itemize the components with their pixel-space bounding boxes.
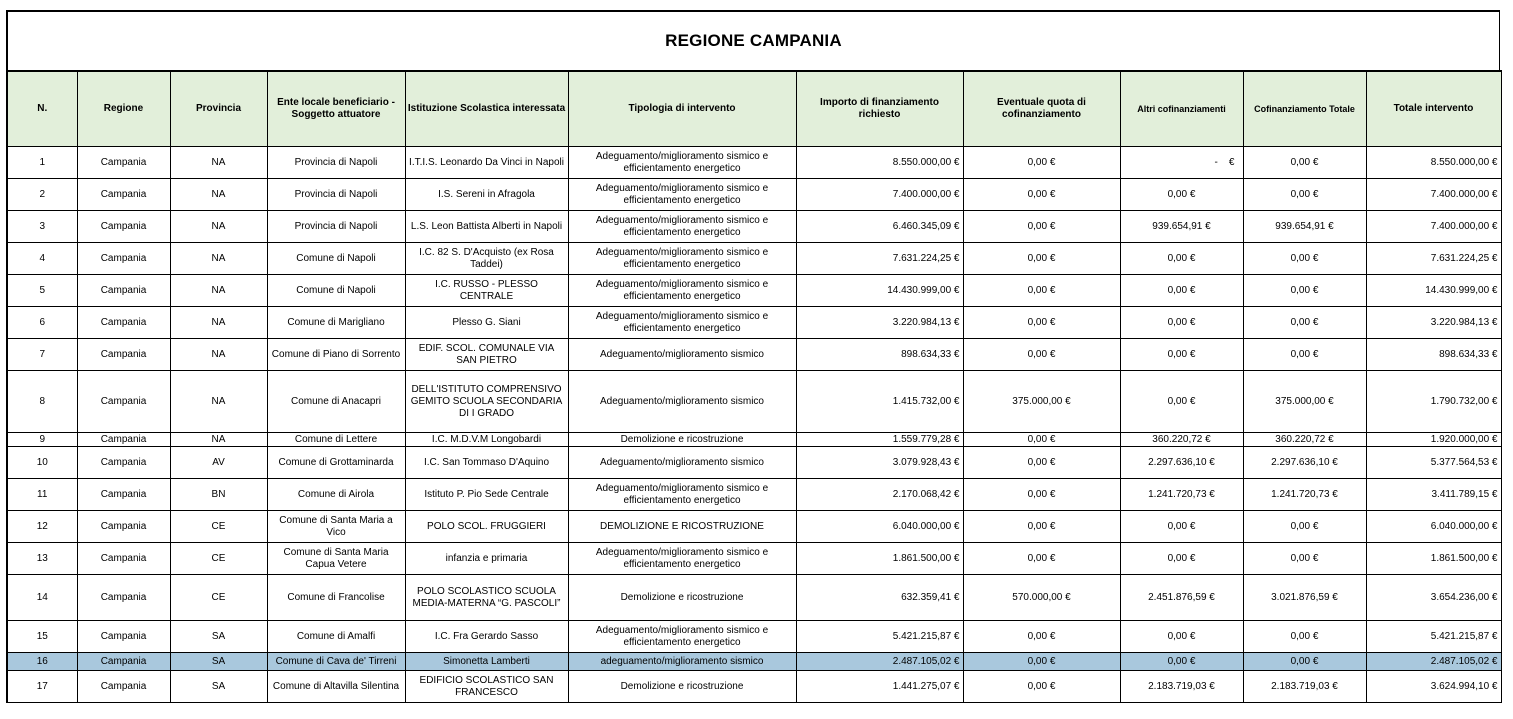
cell-regione: Campania [77,575,170,621]
col-header-regione: Regione [77,71,170,147]
cell-tipologia: Demolizione e ricostruzione [568,433,796,447]
cell-n: 5 [7,275,77,307]
cell-importo: 8.550.000,00 € [796,147,963,179]
cell-cofin-totale: 0,00 € [1243,511,1366,543]
cell-totale: 1.861.500,00 € [1366,543,1501,575]
cell-provincia: NA [170,147,267,179]
cell-n: 17 [7,671,77,703]
cell-totale: 7.400.000,00 € [1366,179,1501,211]
cell-totale: 3.411.789,15 € [1366,479,1501,511]
cell-ente: Comune di Napoli [267,243,405,275]
cell-totale: 7.400.000,00 € [1366,211,1501,243]
cell-istituzione: I.T.I.S. Leonardo Da Vinci in Napoli [405,147,568,179]
cell-quota: 0,00 € [963,671,1120,703]
cell-importo: 5.421.215,87 € [796,621,963,653]
cell-cofin-totale: 1.241.720,73 € [1243,479,1366,511]
cell-quota: 570.000,00 € [963,575,1120,621]
cell-n: 6 [7,307,77,339]
cell-ente: Comune di Marigliano [267,307,405,339]
cell-regione: Campania [77,671,170,703]
cell-regione: Campania [77,339,170,371]
cell-regione: Campania [77,275,170,307]
cell-provincia: NA [170,243,267,275]
table-body [7,147,1501,703]
cell-n: 4 [7,243,77,275]
cell-regione: Campania [77,511,170,543]
cell-n: 13 [7,543,77,575]
cell-altri: 0,00 € [1120,621,1243,653]
cell-importo: 6.460.345,09 € [796,211,963,243]
title-box [6,10,1500,70]
cell-ente: Comune di Lettere [267,433,405,447]
cell-quota: 0,00 € [963,307,1120,339]
cell-importo: 1.441.275,07 € [796,671,963,703]
cell-ente: Comune di Amalfi [267,621,405,653]
table-row [7,447,1501,479]
header-row [7,71,1501,147]
cell-istituzione: POLO SCOLASTICO SCUOLA MEDIA-MATERNA “G. PASCOLI” [405,575,568,621]
cell-tipologia: Adeguamento/miglioramento sismico e efficientamento energetico [568,243,796,275]
cell-regione: Campania [77,543,170,575]
table-row [7,671,1501,703]
cell-altri: 0,00 € [1120,339,1243,371]
cell-importo: 898.634,33 € [796,339,963,371]
cell-ente: Comune di Francolise [267,575,405,621]
table-row [7,543,1501,575]
cell-n: 16 [7,653,77,671]
cell-quota: 0,00 € [963,543,1120,575]
cell-quota: 0,00 € [963,511,1120,543]
col-header-cofin-totale: Cofinanziamento Totale [1243,71,1366,147]
cell-istituzione: Istituto P. Pio Sede Centrale [405,479,568,511]
cell-tipologia: Adeguamento/miglioramento sismico e efficientamento energetico [568,211,796,243]
cell-istituzione: Simonetta Lamberti [405,653,568,671]
cell-quota: 0,00 € [963,243,1120,275]
cell-n: 10 [7,447,77,479]
table-row [7,621,1501,653]
col-header-altri: Altri cofinanziamenti [1120,71,1243,147]
cell-provincia: NA [170,433,267,447]
page-title: REGIONE CAMPANIA [665,31,842,50]
cell-ente: Comune di Airola [267,479,405,511]
cell-n: 1 [7,147,77,179]
cell-regione: Campania [77,307,170,339]
cell-provincia: CE [170,575,267,621]
cell-provincia: AV [170,447,267,479]
cell-tipologia: Demolizione e ricostruzione [568,671,796,703]
cell-quota: 0,00 € [963,211,1120,243]
col-header-tipologia: Tipologia di intervento [568,71,796,147]
table-row [7,243,1501,275]
cell-importo: 2.487.105,02 € [796,653,963,671]
cell-cofin-totale: 0,00 € [1243,147,1366,179]
cell-ente: Provincia di Napoli [267,147,405,179]
col-header-n: N. [7,71,77,147]
table-row [7,307,1501,339]
table-row [7,179,1501,211]
cell-n: 2 [7,179,77,211]
cell-importo: 632.359,41 € [796,575,963,621]
cell-ente: Comune di Santa Maria Capua Vetere [267,543,405,575]
cell-n: 11 [7,479,77,511]
cell-cofin-totale: 2.183.719,03 € [1243,671,1366,703]
cell-quota: 0,00 € [963,179,1120,211]
cell-istituzione: I.C. RUSSO - PLESSO CENTRALE [405,275,568,307]
cell-cofin-totale: 0,00 € [1243,307,1366,339]
cell-quota: 0,00 € [963,433,1120,447]
cell-provincia: NA [170,275,267,307]
cell-totale: 3.624.994,10 € [1366,671,1501,703]
cell-quota: 0,00 € [963,339,1120,371]
cell-totale: 14.430.999,00 € [1366,275,1501,307]
cell-importo: 1.861.500,00 € [796,543,963,575]
table-row [7,653,1501,671]
col-header-provincia: Provincia [170,71,267,147]
cell-regione: Campania [77,211,170,243]
cell-altri: 2.451.876,59 € [1120,575,1243,621]
cell-cofin-totale: 939.654,91 € [1243,211,1366,243]
cell-n: 9 [7,433,77,447]
col-header-ente: Ente locale beneficiario - Soggetto attuatore [267,71,405,147]
cell-totale: 5.377.564,53 € [1366,447,1501,479]
cell-regione: Campania [77,147,170,179]
cell-importo: 3.220.984,13 € [796,307,963,339]
cell-provincia: NA [170,339,267,371]
cell-altri: 1.241.720,73 € [1120,479,1243,511]
cell-ente: Comune di Altavilla Silentina [267,671,405,703]
cell-provincia: NA [170,211,267,243]
cell-regione: Campania [77,179,170,211]
col-header-totale: Totale intervento [1366,71,1501,147]
cell-istituzione: EDIFICIO SCOLASTICO SAN FRANCESCO [405,671,568,703]
table-row [7,147,1501,179]
cell-cofin-totale: 0,00 € [1243,653,1366,671]
cell-istituzione: I.C. Fra Gerardo Sasso [405,621,568,653]
cell-totale: 3.220.984,13 € [1366,307,1501,339]
col-header-quota: Eventuale quota di cofinanziamento [963,71,1120,147]
table-row [7,371,1501,433]
cell-tipologia: Adeguamento/miglioramento sismico [568,371,796,433]
cell-istituzione: POLO SCOL. FRUGGIERI [405,511,568,543]
cell-regione: Campania [77,447,170,479]
col-header-istituzione: Istituzione Scolastica interessata [405,71,568,147]
cell-totale: 2.487.105,02 € [1366,653,1501,671]
cell-cofin-totale: 0,00 € [1243,275,1366,307]
spreadsheet [6,10,1500,703]
cell-tipologia: Adeguamento/miglioramento sismico e efficientamento energetico [568,621,796,653]
cell-importo: 14.430.999,00 € [796,275,963,307]
cell-cofin-totale: 360.220,72 € [1243,433,1366,447]
cell-quota: 0,00 € [963,447,1120,479]
cell-quota: 375.000,00 € [963,371,1120,433]
cell-totale: 1.790.732,00 € [1366,371,1501,433]
cell-ente: Provincia di Napoli [267,211,405,243]
cell-tipologia: Adeguamento/miglioramento sismico e efficientamento energetico [568,275,796,307]
cell-tipologia: Adeguamento/miglioramento sismico [568,447,796,479]
funding-table [6,70,1502,703]
table-row [7,211,1501,243]
cell-altri: 939.654,91 € [1120,211,1243,243]
cell-n: 15 [7,621,77,653]
cell-n: 14 [7,575,77,621]
cell-regione: Campania [77,433,170,447]
cell-n: 8 [7,371,77,433]
cell-regione: Campania [77,653,170,671]
cell-importo: 6.040.000,00 € [796,511,963,543]
cell-quota: 0,00 € [963,275,1120,307]
cell-ente: Comune di Anacapri [267,371,405,433]
cell-importo: 7.400.000,00 € [796,179,963,211]
cell-istituzione: L.S. Leon Battista Alberti in Napoli [405,211,568,243]
cell-provincia: NA [170,179,267,211]
cell-importo: 2.170.068,42 € [796,479,963,511]
cell-istituzione: I.C. 82 S. D'Acquisto (ex Rosa Taddei) [405,243,568,275]
cell-cofin-totale: 0,00 € [1243,543,1366,575]
cell-istituzione: infanzia e primaria [405,543,568,575]
cell-totale: 1.920.000,00 € [1366,433,1501,447]
cell-totale: 7.631.224,25 € [1366,243,1501,275]
table-row [7,511,1501,543]
cell-quota: 0,00 € [963,621,1120,653]
cell-importo: 1.415.732,00 € [796,371,963,433]
cell-cofin-totale: 375.000,00 € [1243,371,1366,433]
cell-importo: 3.079.928,43 € [796,447,963,479]
cell-altri: 2.183.719,03 € [1120,671,1243,703]
cell-istituzione: I.S. Sereni in Afragola [405,179,568,211]
cell-altri: 0,00 € [1120,179,1243,211]
cell-regione: Campania [77,621,170,653]
cell-totale: 3.654.236,00 € [1366,575,1501,621]
cell-cofin-totale: 0,00 € [1243,621,1366,653]
cell-provincia: BN [170,479,267,511]
cell-altri: 0,00 € [1120,511,1243,543]
cell-cofin-totale: 0,00 € [1243,179,1366,211]
cell-istituzione: I.C. San Tommaso D'Aquino [405,447,568,479]
cell-cofin-totale: 3.021.876,59 € [1243,575,1366,621]
cell-tipologia: Adeguamento/miglioramento sismico e efficientamento energetico [568,147,796,179]
cell-tipologia: Adeguamento/miglioramento sismico [568,339,796,371]
cell-provincia: SA [170,671,267,703]
cell-regione: Campania [77,479,170,511]
cell-tipologia: DEMOLIZIONE E RICOSTRUZIONE [568,511,796,543]
cell-importo: 7.631.224,25 € [796,243,963,275]
table-row [7,575,1501,621]
cell-n: 3 [7,211,77,243]
cell-provincia: SA [170,653,267,671]
cell-altri: - € [1120,147,1243,179]
cell-istituzione: Plesso G. Siani [405,307,568,339]
cell-totale: 5.421.215,87 € [1366,621,1501,653]
cell-tipologia: Adeguamento/miglioramento sismico e efficientamento energetico [568,543,796,575]
cell-altri: 0,00 € [1120,653,1243,671]
cell-altri: 0,00 € [1120,543,1243,575]
cell-tipologia: Demolizione e ricostruzione [568,575,796,621]
cell-totale: 898.634,33 € [1366,339,1501,371]
cell-importo: 1.559.779,28 € [796,433,963,447]
cell-ente: Comune di Napoli [267,275,405,307]
cell-provincia: NA [170,307,267,339]
cell-istituzione: I.C. M.D.V.M Longobardi [405,433,568,447]
cell-cofin-totale: 0,00 € [1243,339,1366,371]
cell-ente: Comune di Piano di Sorrento [267,339,405,371]
cell-istituzione: DELL'ISTITUTO COMPRENSIVO GEMITO SCUOLA SECONDARIA DI I GRADO [405,371,568,433]
cell-ente: Comune di Cava de' Tirreni [267,653,405,671]
cell-istituzione: EDIF. SCOL. COMUNALE VIA SAN PIETRO [405,339,568,371]
cell-tipologia: Adeguamento/miglioramento sismico e efficientamento energetico [568,479,796,511]
col-header-importo: Importo di finanziamento richiesto [796,71,963,147]
cell-cofin-totale: 0,00 € [1243,243,1366,275]
cell-totale: 6.040.000,00 € [1366,511,1501,543]
cell-tipologia: Adeguamento/miglioramento sismico e efficientamento energetico [568,179,796,211]
cell-tipologia: adeguamento/miglioramento sismico [568,653,796,671]
cell-altri: 0,00 € [1120,243,1243,275]
cell-totale: 8.550.000,00 € [1366,147,1501,179]
cell-n: 12 [7,511,77,543]
cell-provincia: SA [170,621,267,653]
cell-cofin-totale: 2.297.636,10 € [1243,447,1366,479]
cell-provincia: NA [170,371,267,433]
table-row [7,479,1501,511]
cell-ente: Provincia di Napoli [267,179,405,211]
cell-n: 7 [7,339,77,371]
table-row [7,433,1501,447]
cell-tipologia: Adeguamento/miglioramento sismico e efficientamento energetico [568,307,796,339]
cell-provincia: CE [170,543,267,575]
cell-ente: Comune di Grottaminarda [267,447,405,479]
cell-altri: 360.220,72 € [1120,433,1243,447]
cell-quota: 0,00 € [963,147,1120,179]
table-row [7,275,1501,307]
cell-provincia: CE [170,511,267,543]
table-row [7,339,1501,371]
cell-quota: 0,00 € [963,653,1120,671]
cell-altri: 0,00 € [1120,371,1243,433]
cell-altri: 0,00 € [1120,307,1243,339]
cell-ente: Comune di Santa Maria a Vico [267,511,405,543]
cell-altri: 0,00 € [1120,275,1243,307]
cell-quota: 0,00 € [963,479,1120,511]
cell-regione: Campania [77,371,170,433]
cell-regione: Campania [77,243,170,275]
cell-altri: 2.297.636,10 € [1120,447,1243,479]
